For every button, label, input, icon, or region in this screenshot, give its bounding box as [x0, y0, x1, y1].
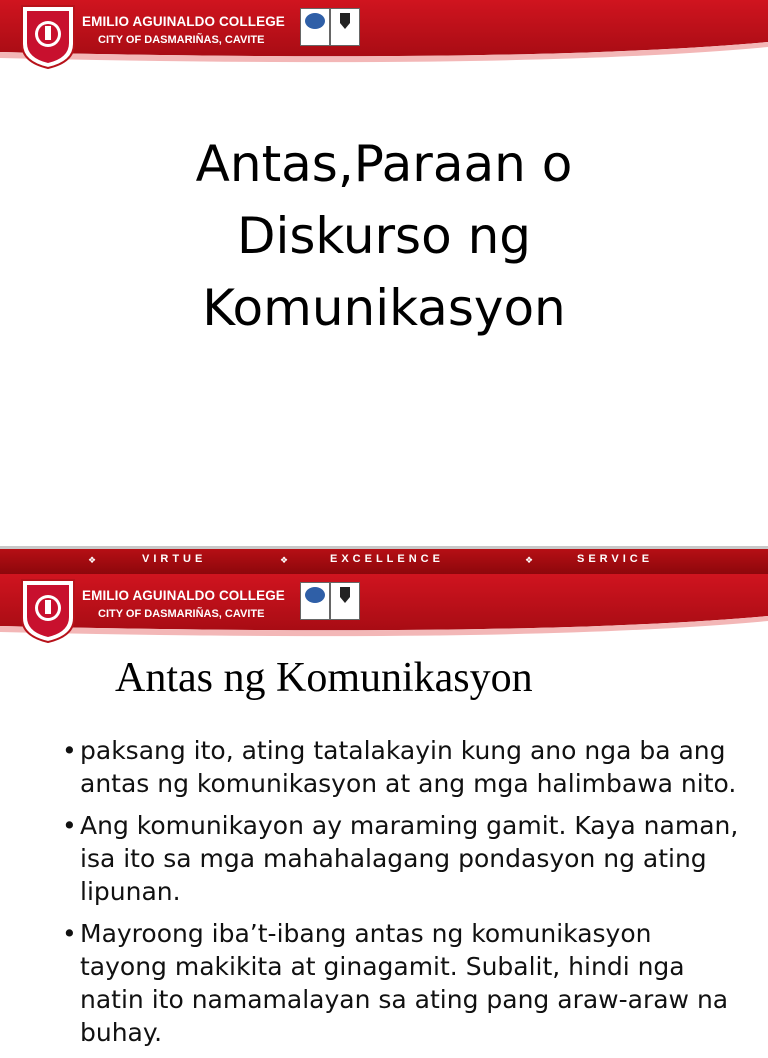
- slide-1-title: [0, 128, 768, 344]
- bullet-text: Ang komunikayon ay maraming gamit. Kaya naman, isa ito sa mga mahahalagang pondasyon ng ating lipunan.: [80, 811, 739, 906]
- slide-2: [0, 574, 768, 1047]
- iso-certification-logo: [300, 8, 330, 46]
- ukas-certification-logo: [330, 8, 360, 46]
- bullet-text: Mayroong iba’t-ibang antas ng komunikasyon tayong makikita at ginagamit. Subalit, hindi nga natin ito namamalayan sa ating pang araw-araw na buhay.: [80, 919, 729, 1047]
- bullet-icon: •: [62, 736, 77, 765]
- bullet-icon: •: [62, 811, 77, 840]
- bullet-list: [62, 734, 742, 1058]
- footer-word-service: SERVICE: [577, 553, 654, 565]
- title-line: Antas,Paraan o: [195, 135, 573, 193]
- diamond-icon: ❖: [88, 555, 97, 565]
- footer-word-excellence: EXCELLENCE: [330, 553, 444, 565]
- slide-header: [0, 0, 768, 70]
- list-item: [62, 809, 742, 908]
- slide-footer-bar: [0, 546, 768, 574]
- list-item: [62, 734, 742, 800]
- footer-word-virtue: VIRTUE: [142, 553, 207, 565]
- college-city: CITY OF DASMARIÑAS, CAVITE: [98, 34, 265, 46]
- diamond-icon: ❖: [280, 555, 289, 565]
- slide-2-title: Antas ng Komunikasyon: [115, 655, 533, 701]
- college-seal-logo: [18, 4, 78, 70]
- college-name: EMILIO AGUINALDO COLLEGE: [82, 588, 285, 603]
- college-city: CITY OF DASMARIÑAS, CAVITE: [98, 608, 265, 620]
- list-item: [62, 917, 742, 1049]
- bullet-text: paksang ito, ating tatalakayin kung ano nga ba ang antas ng komunikasyon at ang mga halimbawa nito.: [80, 736, 737, 798]
- diamond-icon: ❖: [525, 555, 534, 565]
- ukas-certification-logo: [330, 582, 360, 620]
- title-line: Diskurso ng: [236, 207, 532, 265]
- college-seal-logo: [18, 578, 78, 644]
- title-line: Komunikasyon: [202, 279, 566, 337]
- iso-certification-logo: [300, 582, 330, 620]
- slide-header: [0, 574, 768, 644]
- college-name: EMILIO AGUINALDO COLLEGE: [82, 14, 285, 29]
- bullet-icon: •: [62, 919, 77, 948]
